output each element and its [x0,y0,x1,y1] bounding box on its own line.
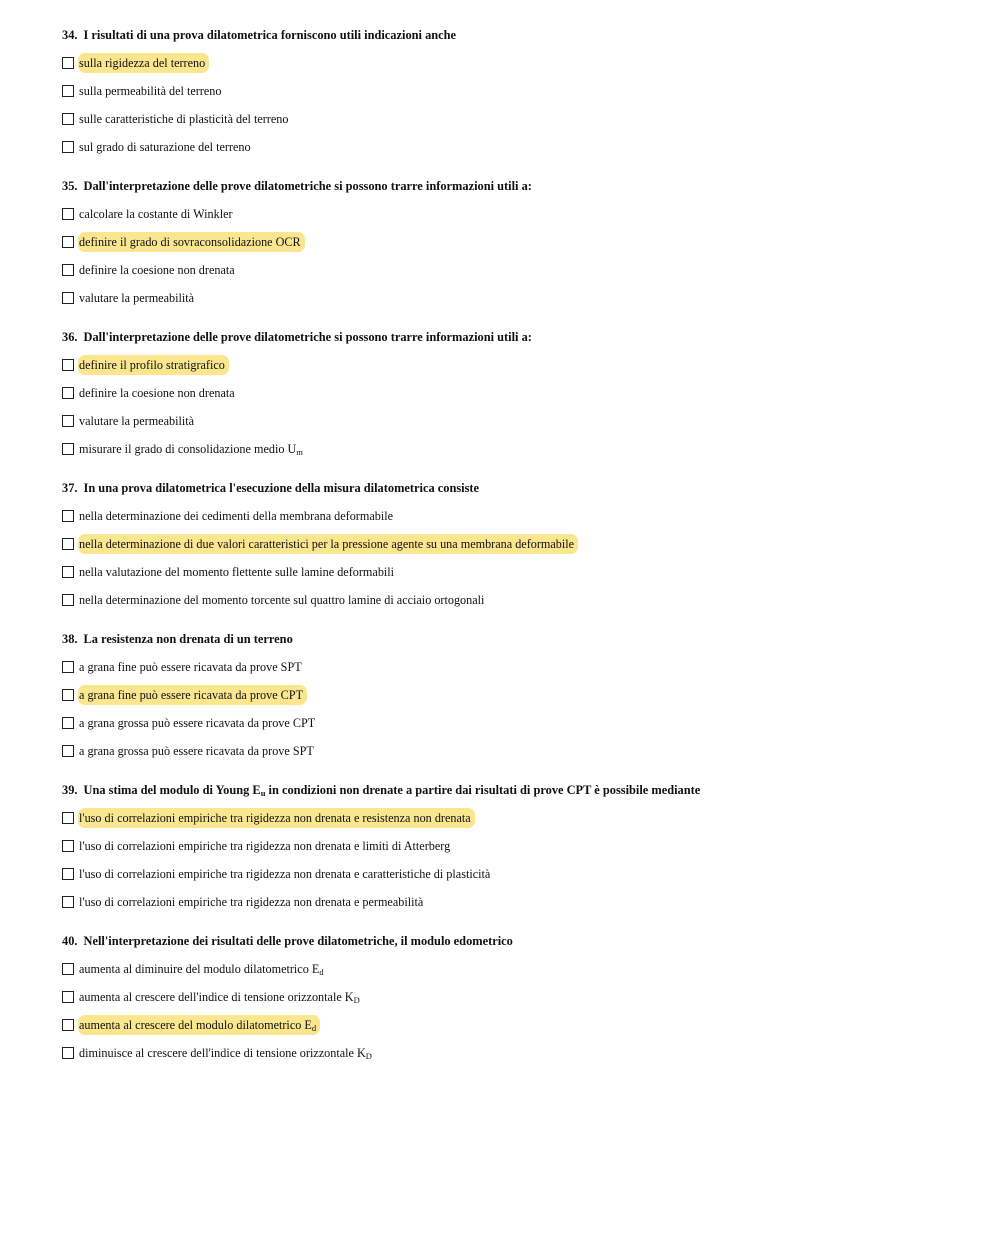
answer-text-main: definire il profilo stratigrafico [79,358,225,372]
answer-text [78,590,488,610]
answer-checkbox[interactable] [62,141,74,153]
answer-option[interactable] [62,808,700,828]
answer-option[interactable] [62,959,513,979]
answer-text-main: nella valutazione del momento flettente sulle lamine deformabili [79,565,395,579]
answer-text [78,137,255,157]
answer-checkbox[interactable] [62,538,74,550]
answer-option[interactable] [62,260,532,280]
question-number: 36. [62,330,78,344]
question-block [62,329,532,459]
answer-text [78,383,239,403]
question-block [62,27,456,157]
answer-checkbox[interactable] [62,359,74,371]
answer-text [78,657,306,677]
answer-text-subscript: d [311,1023,317,1033]
question-title [62,782,700,798]
answer-checkbox[interactable] [62,208,74,220]
answer-checkbox[interactable] [62,745,74,757]
answer-option[interactable] [62,81,456,101]
question-number: 38. [62,632,78,646]
answer-text-main: l'uso di correlazioni empiriche tra rigidezza non drenata e caratteristiche di plasticità [79,867,491,881]
answer-text-main: definire la coesione non drenata [79,386,235,400]
question-number: 39. [62,783,78,797]
question-title [62,933,513,949]
answer-checkbox[interactable] [62,510,74,522]
question-block [62,933,513,1063]
answer-checkbox[interactable] [62,689,74,701]
answer-text [78,109,292,129]
question-number: 37. [62,481,78,495]
question-text: La resistenza non drenata di un terreno [83,632,293,646]
answer-checkbox[interactable] [62,85,74,97]
answer-text-main: a grana grossa può essere ricavata da prove SPT [79,744,314,758]
answer-checkbox[interactable] [62,812,74,824]
answer-option[interactable] [62,109,456,129]
question-text-suffix: in condizioni non drenate a partire dai risultati di prove CPT è possibile mediante [265,783,701,797]
answer-option[interactable] [62,562,578,582]
answer-option[interactable] [62,1043,513,1063]
question-text: Dall'interpretazione delle prove dilatometriche si possono trarre informazioni utili a: [83,330,532,344]
answer-text [78,959,328,979]
answer-checkbox[interactable] [62,717,74,729]
answer-text-main: nella determinazione dei cedimenti della membrana deformabile [79,509,394,523]
question-number: 34. [62,28,78,42]
answer-text-highlighted [78,534,578,554]
answer-text [78,864,494,884]
answer-text-highlighted [78,355,229,375]
answer-text-main: sulla rigidezza del terreno [79,56,206,70]
answer-checkbox[interactable] [62,1047,74,1059]
answer-text [78,713,319,733]
answer-text-main: l'uso di correlazioni empiriche tra rigidezza non drenata e limiti di Atterberg [79,839,451,853]
answer-text-subscript: m [296,447,303,457]
answer-text-main: valutare la permeabilità [79,414,195,428]
answer-checkbox[interactable] [62,57,74,69]
answer-option[interactable] [62,232,532,252]
answer-checkbox[interactable] [62,236,74,248]
question-block [62,480,578,610]
answer-option[interactable] [62,288,532,308]
answer-option[interactable] [62,355,532,375]
question-title [62,329,532,345]
answer-checkbox[interactable] [62,443,74,455]
answer-option[interactable] [62,439,532,459]
answer-option[interactable] [62,657,319,677]
answer-text-main: nella determinazione del momento torcente sul quattro lamine di acciaio ortogonali [79,593,485,607]
answer-text-main: sul grado di saturazione del terreno [79,140,251,154]
question-title [62,480,578,496]
answer-text-main: a grana grossa può essere ricavata da prove CPT [79,716,316,730]
answer-text-highlighted [78,808,475,828]
answer-text-main: aumenta al diminuire del modulo dilatometrico E [79,962,320,976]
question-title [62,178,532,194]
answer-text-main: nella determinazione di due valori caratteristici per la pressione agente su una membrana deformabile [79,537,575,551]
answer-text [78,439,307,459]
answer-option[interactable] [62,53,456,73]
answer-checkbox[interactable] [62,963,74,975]
answer-option[interactable] [62,685,319,705]
answer-text-highlighted [78,232,305,252]
answer-text-main: aumenta al crescere dell'indice di tensione orizzontale K [79,990,354,1004]
question-text: I risultati di una prova dilatometrica forniscono utili indicazioni anche [83,28,457,42]
answer-text-main: sulla permeabilità del terreno [79,84,222,98]
answer-checkbox[interactable] [62,292,74,304]
answer-option[interactable] [62,741,319,761]
answer-text [78,506,397,526]
answer-text [78,1043,376,1063]
answer-option[interactable] [62,590,578,610]
answer-text-main: definire il grado di sovraconsolidazione OCR [79,235,301,249]
answer-option[interactable] [62,713,319,733]
question-text: Dall'interpretazione delle prove dilatometriche si possono trarre informazioni utili a: [83,179,532,193]
answer-checkbox[interactable] [62,840,74,852]
answer-text-main: valutare la permeabilità [79,291,195,305]
answer-text [78,562,398,582]
answer-text-main: calcolare la costante di Winkler [79,207,233,221]
answer-text-highlighted [78,53,209,73]
answer-checkbox[interactable] [62,1019,74,1031]
answer-checkbox[interactable] [62,594,74,606]
answer-checkbox[interactable] [62,868,74,880]
answer-option[interactable] [62,137,456,157]
answer-text-highlighted [78,1015,320,1035]
answer-option[interactable] [62,383,532,403]
answer-text [78,204,237,224]
question-title [62,631,319,647]
answer-text-subscript: D [365,1051,372,1061]
answer-checkbox[interactable] [62,264,74,276]
question-text: In una prova dilatometrica l'esecuzione della misura dilatometrica consiste [83,481,480,495]
answer-checkbox[interactable] [62,661,74,673]
answer-text-main: misurare il grado di consolidazione medio U [79,442,297,456]
answer-option[interactable] [62,836,700,856]
answer-text-subscript: D [353,995,360,1005]
answer-option[interactable] [62,204,532,224]
question-text: Nell'interpretazione dei risultati delle prove dilatometriche, il modulo edometrico [83,934,513,948]
answer-text-main: a grana fine può essere ricavata da prove SPT [79,660,302,674]
question-text-subscript: u [260,788,266,798]
answer-text-main: l'uso di correlazioni empiriche tra rigidezza non drenata e permeabilità [79,895,424,909]
answer-option[interactable] [62,892,700,912]
answer-text-main: a grana fine può essere ricavata da prove CPT [79,688,304,702]
answer-checkbox[interactable] [62,566,74,578]
answer-option[interactable] [62,864,700,884]
answer-option[interactable] [62,534,578,554]
answer-text [78,411,198,431]
question-block [62,782,700,912]
question-text: Una stima del modulo di Young E [83,783,261,797]
question-title [62,27,456,43]
answer-option[interactable] [62,506,578,526]
answer-text-main: aumenta al crescere del modulo dilatometrico E [79,1018,312,1032]
answer-text-main: definire la coesione non drenata [79,263,235,277]
answer-checkbox[interactable] [62,387,74,399]
answer-text [78,987,364,1007]
answer-text-main: l'uso di correlazioni empiriche tra rigidezza non drenata e resistenza non drenata [79,811,471,825]
answer-text-highlighted [78,685,307,705]
answer-checkbox[interactable] [62,896,74,908]
question-block [62,178,532,308]
answer-text [78,741,318,761]
answer-checkbox[interactable] [62,415,74,427]
answer-option[interactable] [62,411,532,431]
answer-checkbox[interactable] [62,991,74,1003]
answer-text-main: sulle caratteristiche di plasticità del terreno [79,112,289,126]
answer-text [78,892,427,912]
answer-text-subscript: d [319,967,324,977]
question-number: 35. [62,179,78,193]
answer-text [78,81,225,101]
answer-text-main: diminuisce al crescere dell'indice di tensione orizzontale K [79,1046,366,1060]
answer-text [78,260,239,280]
answer-option[interactable] [62,1015,513,1035]
answer-checkbox[interactable] [62,113,74,125]
answer-text [78,288,198,308]
question-block [62,631,319,761]
question-number: 40. [62,934,78,948]
answer-option[interactable] [62,987,513,1007]
answer-text [78,836,454,856]
